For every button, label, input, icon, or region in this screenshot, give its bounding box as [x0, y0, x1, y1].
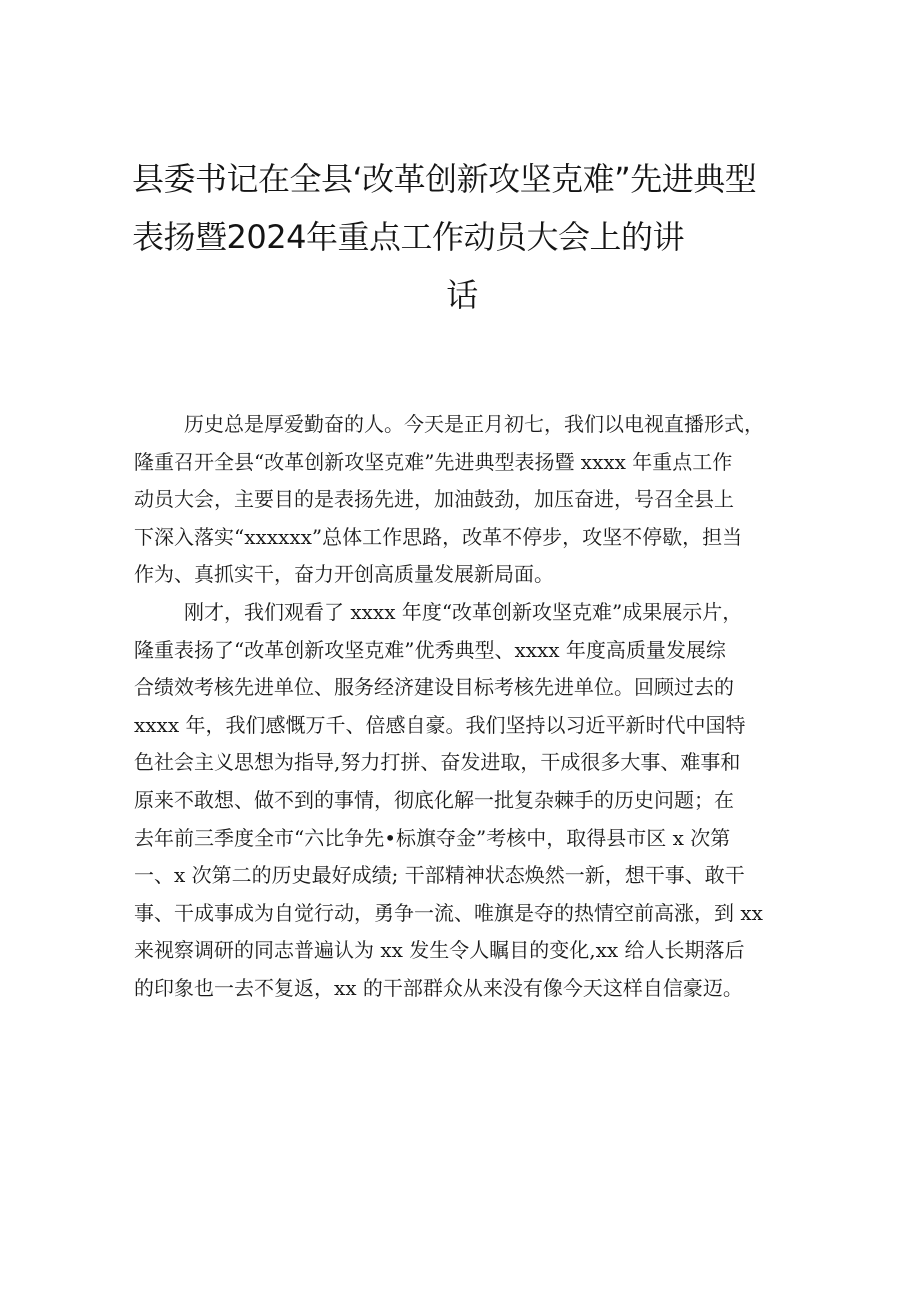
paragraph-line: 刚才，我们观看了 xxxx 年度“改革创新攻坚克难”成果展示片， [184, 599, 743, 624]
paragraph-1 [134, 406, 796, 594]
title-line-3: 话 [446, 276, 478, 314]
paragraph-line: 事、干成事成为自觉行动，勇争一流、唯旗是夺的热情空前高涨，到 xx [134, 900, 763, 925]
paragraph-line: 作为、真抓实干，奋力开创高质量发展新局面。 [134, 562, 554, 587]
paragraph-line: 色社会主义思想为指导,努力打拼、奋发进取，干成很多大事、难事和 [134, 750, 741, 775]
paragraph-line: 去年前三季度全市“六比争先•标旗夺金”考核中，取得县市区 x 次第 [134, 825, 731, 850]
paragraph-line: 隆重召开全县“改革创新攻坚克难”先进典型表扬暨 xxxx 年重点工作 [134, 449, 733, 474]
paragraph-line: xxxx 年，我们感慨万千、倍感自豪。我们坚持以习近平新时代中国特 [134, 712, 746, 737]
paragraph-line: 一、x 次第二的历史最好成绩; 干部精神状态焕然一新，想干事、敢干 [134, 863, 745, 888]
title-line-1: 县委书记在全县‘改革创新攻坚克难”先进典型 [132, 160, 757, 198]
paragraph-line: 来视察调研的同志普遍认为 xx 发生令人瞩目的变化,xx 给人长期落后 [134, 938, 745, 963]
paragraph-line: 下深入落实“xxxxxx”总体工作思路，改革不停步，攻坚不停歇，担当 [134, 524, 743, 549]
document-title [132, 150, 792, 324]
paragraph-line: 原来不敢想、做不到的事情，彻底化解一批复杂棘手的历史问题；在 [134, 787, 734, 812]
document-body [134, 406, 796, 1008]
paragraph-line: 隆重表扬了“改革创新攻坚克难”优秀典型、xxxx 年度高质量发展综 [134, 637, 726, 662]
paragraph-line: 合绩效考核先进单位、服务经济建设目标考核先进单位。回顾过去的 [134, 675, 734, 700]
paragraph-line: 动员大会，主要目的是表扬先进，加油鼓劲，加压奋进，号召全县上 [134, 487, 734, 512]
paragraph-line: 的印象也一去不复返，xx 的干部群众从来没有像今天这样自信豪迈。 [134, 975, 743, 1000]
paragraph-2 [134, 594, 796, 1008]
title-line-2: 表扬暨2024年重点工作动员大会上的讲 [132, 218, 684, 256]
paragraph-line: 历史总是厚爱勤奋的人。今天是正月初七，我们以电视直播形式， [184, 412, 764, 436]
